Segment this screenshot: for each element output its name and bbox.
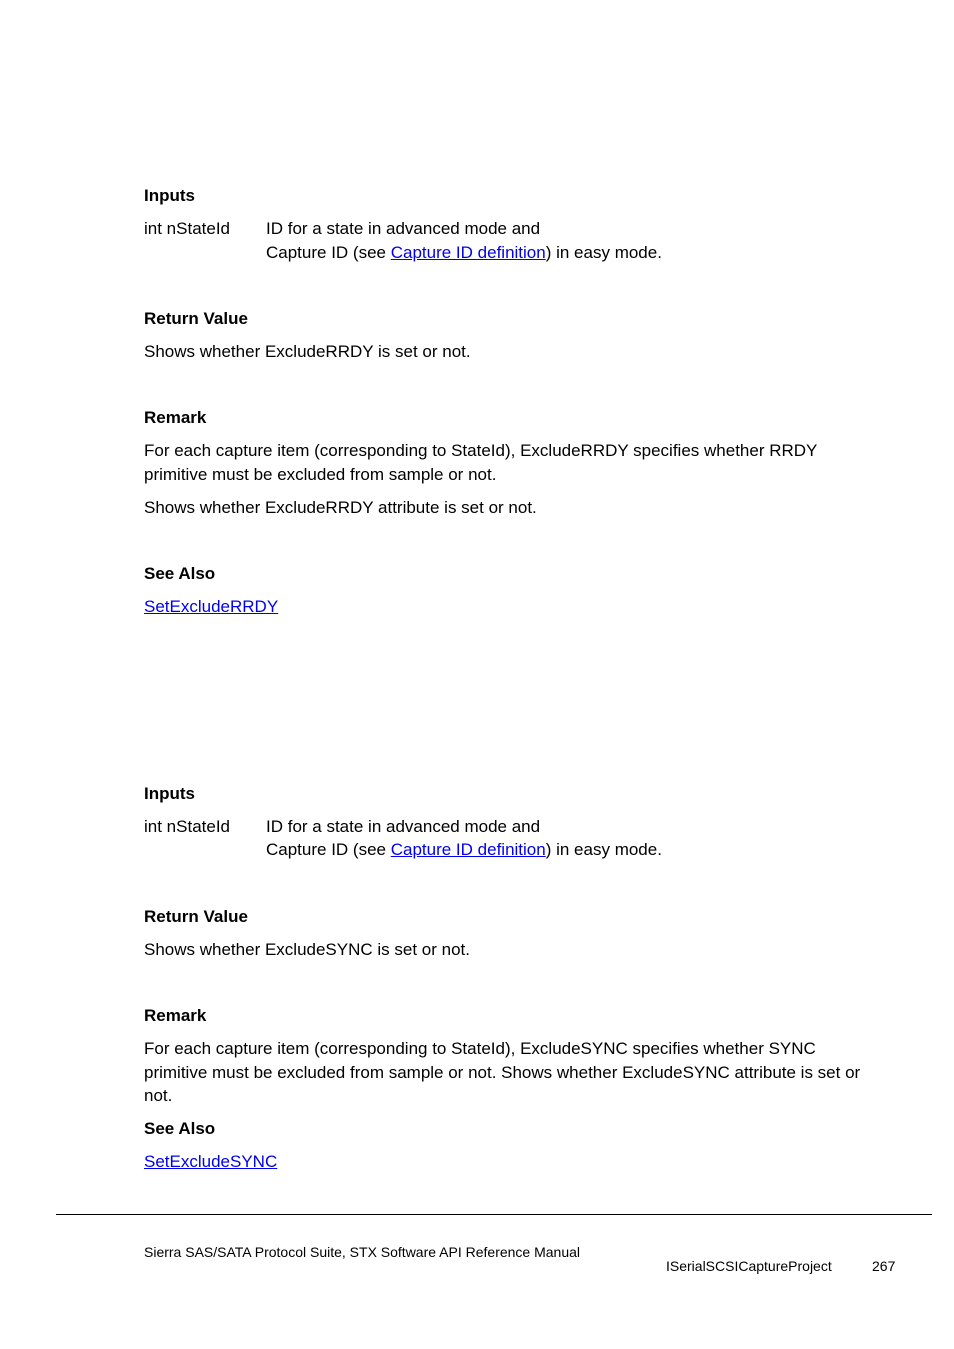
param-desc-line2 <box>266 841 662 858</box>
remark-line3: not. <box>144 1086 173 1105</box>
capture-id-definition-link[interactable]: Capture ID definition <box>390 243 546 262</box>
footer-section-name: ISerialSCSICaptureProject <box>666 1258 832 1274</box>
param-desc-line2 <box>266 244 662 261</box>
remark-line2: primitive must be excluded from sample or not. Shows whether ExcludeSYNC attribute is set or <box>144 1063 861 1082</box>
footer-divider <box>56 1214 932 1215</box>
inputs-heading: Inputs <box>144 784 195 803</box>
remark-line2: primitive must be excluded from sample or not. <box>144 465 497 484</box>
return-value-text: Shows whether ExcludeSYNC is set or not. <box>144 940 470 959</box>
see-also-link-container <box>144 1153 277 1170</box>
param-desc-pre: Capture ID (see <box>266 243 391 262</box>
param-desc-post: ) in easy mode. <box>545 243 662 262</box>
return-value-heading: Return Value <box>144 907 248 926</box>
param-desc-line1: ID for a state in advanced mode and <box>266 219 541 238</box>
inputs-heading: Inputs <box>144 186 195 205</box>
param-desc-post: ) in easy mode. <box>545 840 662 859</box>
return-value-heading: Return Value <box>144 309 248 328</box>
remark-line1: For each capture item (corresponding to StateId), ExcludeSYNC specifies whether SYNC <box>144 1039 816 1058</box>
param-desc-line1: ID for a state in advanced mode and <box>266 817 541 836</box>
see-also-heading: See Also <box>144 1119 216 1138</box>
remark-line1: For each capture item (corresponding to StateId), ExcludeRRDY specifies whether RRDY <box>144 441 818 460</box>
see-also-heading: See Also <box>144 564 216 583</box>
return-value-text: Shows whether ExcludeRRDY is set or not. <box>144 342 471 361</box>
see-also-link-container <box>144 598 278 615</box>
set-exclude-sync-link[interactable]: SetExcludeSYNC <box>144 1152 278 1171</box>
footer-page-number: 267 <box>872 1258 896 1274</box>
set-exclude-rrdy-link[interactable]: SetExcludeRRDY <box>144 597 279 616</box>
capture-id-definition-link[interactable]: Capture ID definition <box>390 840 546 859</box>
param-desc-pre: Capture ID (see <box>266 840 391 859</box>
param-name: int nStateId <box>144 219 231 238</box>
remark-line3: Shows whether ExcludeRRDY attribute is set or not. <box>144 498 537 517</box>
param-name: int nStateId <box>144 817 231 836</box>
remark-heading: Remark <box>144 1006 207 1025</box>
footer-manual-title: Sierra SAS/SATA Protocol Suite, STX Software API Reference Manual <box>144 1244 581 1260</box>
remark-heading: Remark <box>144 408 207 427</box>
